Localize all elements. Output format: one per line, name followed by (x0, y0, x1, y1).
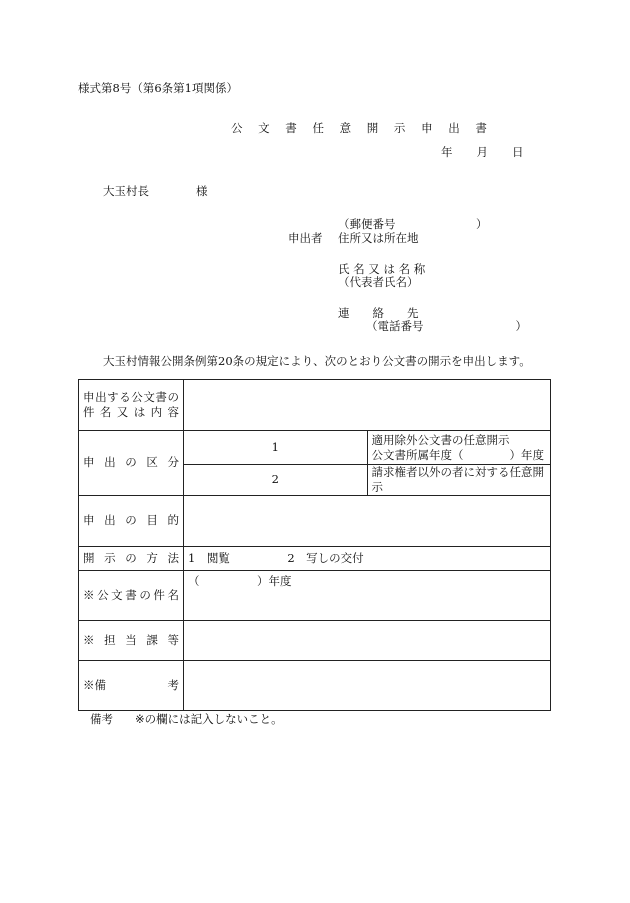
category-label: 申出の区分 (79, 431, 184, 496)
row-purpose (79, 495, 551, 546)
date-line (441, 146, 524, 159)
form-number: 様式第8号（第6条第1項関係） (78, 81, 238, 95)
phone-label: （電話番号 ） (366, 319, 527, 333)
subject-field[interactable] (184, 380, 551, 431)
row-remarks (79, 660, 551, 710)
row-method (79, 546, 551, 570)
category-option-1-number: 1 (184, 431, 368, 465)
row-category-1 (79, 431, 551, 465)
date-day: 日 (512, 145, 524, 159)
purpose-label: 申出の目的 (79, 495, 184, 546)
form-title: 公 文 書 任 意 開 示 申 出 書 (231, 121, 493, 135)
postal-code: （郵便番号 ） (338, 217, 488, 231)
subject-label: 申出する公文書の 件 名 又 は 内 容 (79, 380, 184, 431)
remarks-label: ※備 考 (79, 660, 184, 710)
row-department (79, 620, 551, 660)
representative-label: （代表者氏名） (338, 275, 419, 289)
contact-label: 連 絡 先 (338, 306, 419, 320)
row-document-name (79, 570, 551, 620)
category-option-1[interactable]: 適用除外公文書の任意開示 公文書所属年度（ ）年度 (367, 431, 551, 465)
date-month: 月 (476, 145, 488, 159)
method-options[interactable]: 1 閲覧 2 写しの交付 (184, 546, 551, 570)
note-label: 備考 (90, 712, 113, 726)
note-text: ※の欄には記入しないこと。 (135, 712, 283, 726)
name-label: 氏 名 又 は 名 称 (338, 262, 426, 276)
footer-note (90, 711, 283, 727)
row-subject (79, 380, 551, 431)
address-label: 住所又は所在地 (338, 231, 419, 245)
applicant-role: 申出者 (288, 231, 323, 245)
date-year: 年 (441, 145, 453, 159)
intro-text: 大玉村情報公開条例第20条の規定により、次のとおり公文書の開示を申出します。 (103, 354, 531, 368)
honorific: 様 (196, 184, 208, 198)
department-field[interactable] (184, 620, 551, 660)
remarks-field[interactable] (184, 660, 551, 710)
category-option-2-number: 2 (184, 465, 368, 496)
addressee: 大玉村長 (103, 184, 149, 198)
document-name-field[interactable]: （ ）年度 (184, 570, 551, 620)
document-name-label: ※公文書の件名 (79, 570, 184, 620)
application-table (78, 379, 551, 711)
category-option-2[interactable]: 請求権者以外の者に対する任意開示 (367, 465, 551, 496)
purpose-field[interactable] (184, 495, 551, 546)
department-label: ※担当課等 (79, 620, 184, 660)
method-label: 開示の方法 (79, 546, 184, 570)
